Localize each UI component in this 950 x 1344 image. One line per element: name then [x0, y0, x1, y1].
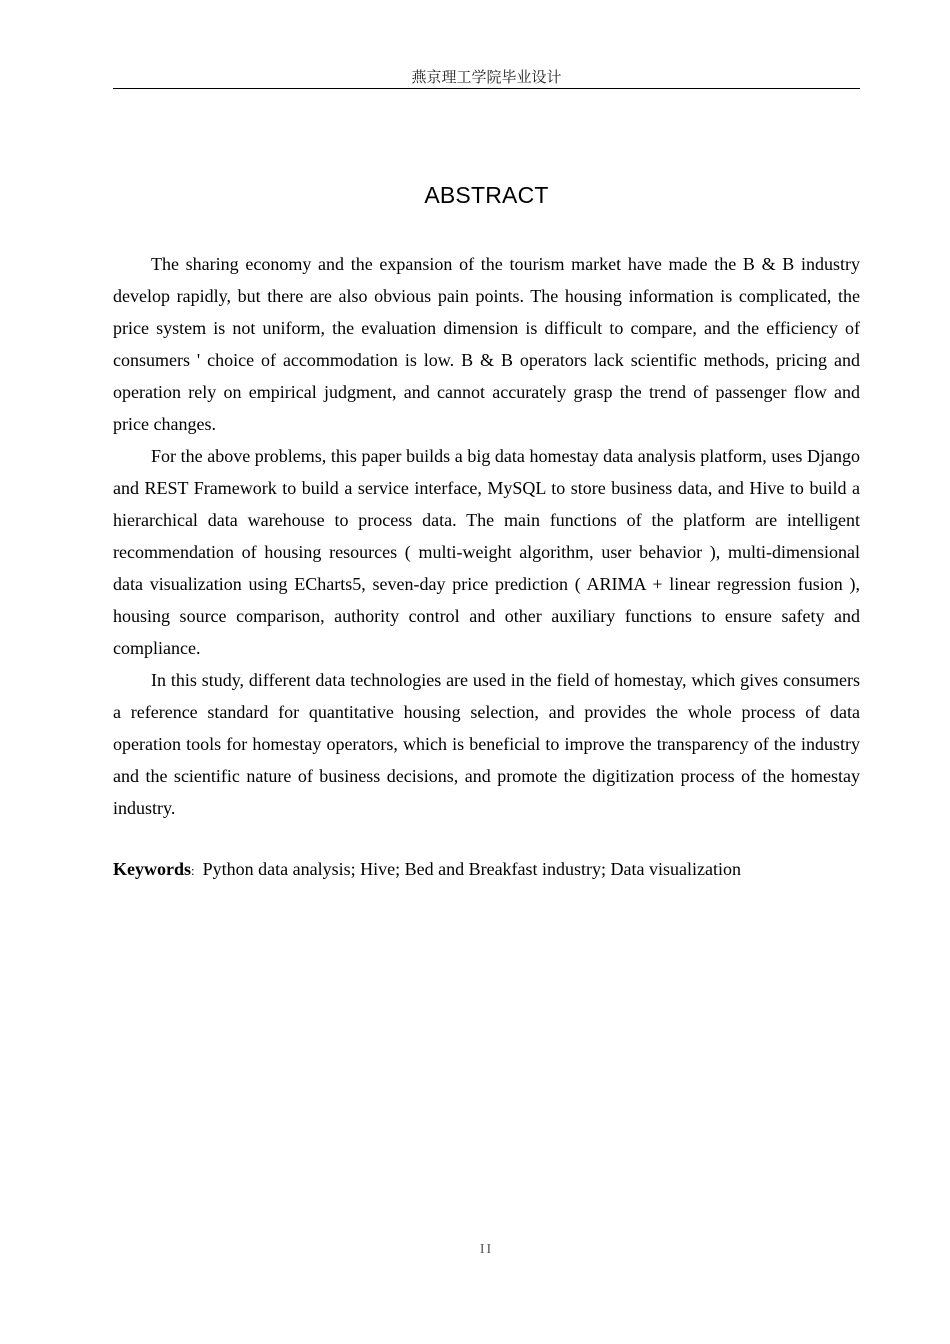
keywords-line [113, 853, 860, 887]
running-header: 燕京理工学院毕业设计 [113, 66, 860, 89]
abstract-paragraph-1: The sharing economy and the expansion of the tourism market have made the B & B industry develop rapidly, but there are also obvious pain points. The housing information is complicated, the price system is not uniform, the evaluation dimension is difficult to compare, and the efficiency of consumers ' choice of accommodation is low. B & B operators lack scientific methods, pricing and operation rely on empirical judgment, and cannot accurately grasp the trend of passenger flow and price changes. [113, 254, 860, 434]
page-number: II [479, 1242, 494, 1257]
keywords-colon: : [191, 863, 195, 878]
abstract-body [113, 248, 860, 824]
keywords-label: Keywords [113, 859, 191, 879]
abstract-paragraph-3: In this study, different data technologies are used in the field of homestay, which gives consumers a reference standard for quantitative housing selection, and provides the whole process of data operation tools for homestay operators, which is beneficial to improve the transparency of the industry and the scientific nature of business decisions, and promote the digitization process of the homestay industry. [113, 670, 860, 818]
abstract-paragraph-2: For the above problems, this paper builds a big data homestay data analysis platform, uses Django and REST Framework to build a service interface, MySQL to store business data, and Hive to build a hierarchical data warehouse to process data. The main functions of the platform are intelligent recommendation of housing resources ( multi-weight algorithm, user behavior ), multi-dimensional data visualization using ECharts5, seven-day price prediction ( ARIMA + linear regression fusion ), housing source comparison, authority control and other auxiliary functions to ensure safety and compliance. [113, 446, 860, 658]
keywords-text: Python data analysis; Hive; Bed and Breakfast industry; Data visualization [202, 859, 742, 879]
abstract-title: ABSTRACT [424, 182, 549, 208]
